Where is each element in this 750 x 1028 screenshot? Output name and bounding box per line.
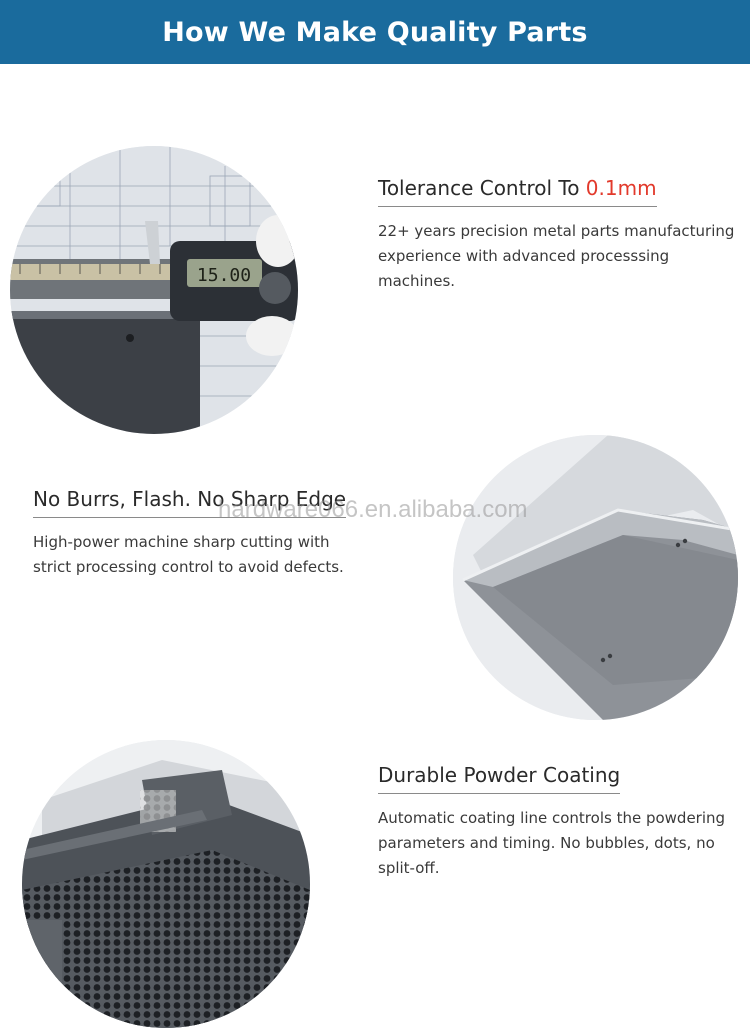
- feature-powder-coating-title: Durable Powder Coating: [378, 763, 620, 794]
- metal-tray-photo: [453, 435, 738, 720]
- feature-no-burrs-description: High-power machine sharp cutting with strict processing control to avoid defects.: [33, 533, 344, 576]
- feature-tolerance-title: Tolerance Control To 0.1mm: [378, 176, 657, 207]
- watermark: hardware066.en.alibaba.com: [218, 496, 528, 523]
- page-title: How We Make Quality Parts: [162, 16, 588, 48]
- feature-tolerance-description: 22+ years precision metal parts manufacturing experience with advanced processsing machines.: [378, 222, 735, 290]
- powder-coated-chassis-photo: [22, 740, 310, 1028]
- feature-tolerance: [378, 176, 738, 294]
- feature-no-burrs-title: No Burrs, Flash. No Sharp Edge: [33, 487, 346, 518]
- header-banner: [0, 0, 750, 64]
- feature-powder-coating-description: Automatic coating line controls the powdering parameters and timing. No bubbles, dots, no split-off.: [378, 809, 726, 877]
- caliper-photo: [10, 146, 298, 434]
- tolerance-value: 0.1mm: [585, 176, 657, 200]
- caliper-readout: 15.00: [196, 265, 252, 286]
- feature-powder-coating: [378, 763, 738, 881]
